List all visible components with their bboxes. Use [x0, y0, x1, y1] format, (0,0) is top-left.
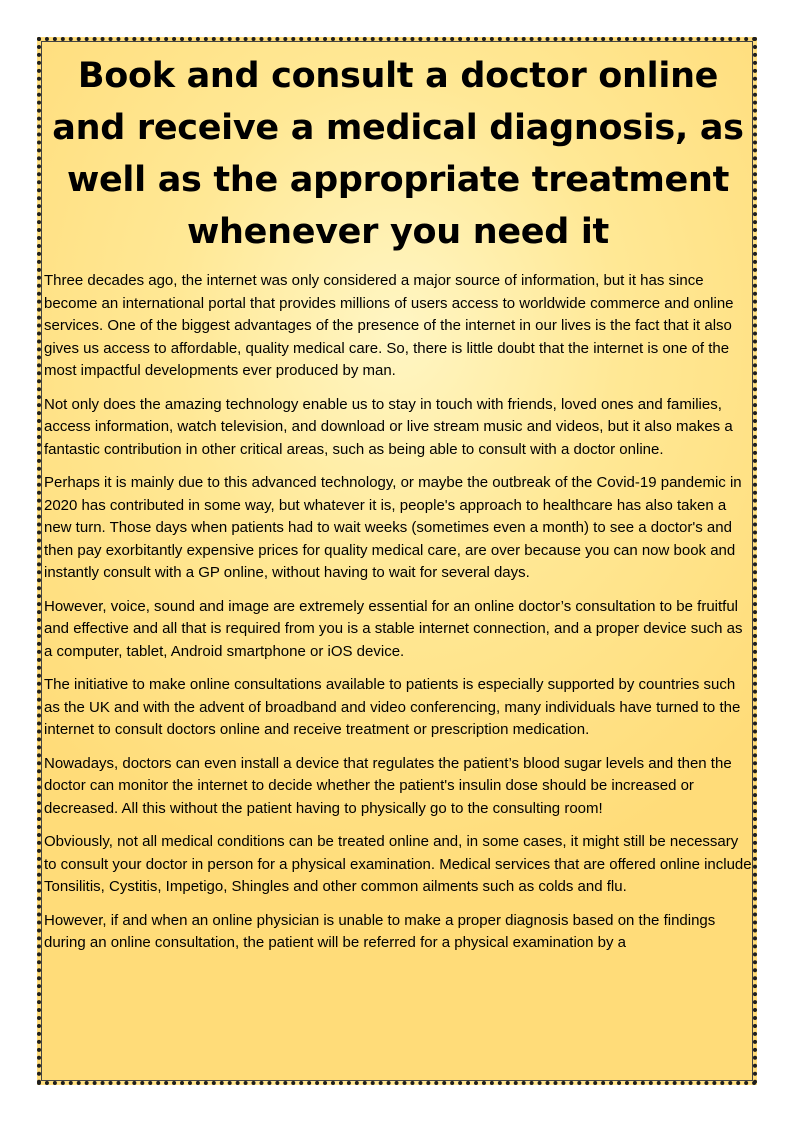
paragraph-6: Nowadays, doctors can even install a device that regulates the patient’s blood sugar levels and then the doctor can monitor the internet to decide whether the patient's insulin dose should be increased or decreased. All this without the patient having to physically go to the consulting room! [44, 754, 732, 817]
article-title: Book and consult a doctor online and receive a medical diagnosis, as well as the appropriate treatment whenever you need it [52, 56, 744, 252]
article-body [44, 50, 752, 966]
paragraph-5: The initiative to make online consultations available to patients is especially supported by countries such as the UK and with the advent of broadband and video conferencing, many individuals have turned to the internet to consult doctors online and receive treatment or prescription medication. [44, 676, 741, 738]
paragraph-2: Not only does the amazing technology enable us to stay in touch with friends, loved ones and families, access information, watch television, and download or live stream music and videos, but it also makes a fantastic contribution in other critical areas, such as being able to consult with a doctor online. [44, 395, 733, 458]
paragraph-1: Three decades ago, the internet was only considered a major source of information, but it has since become an international portal that provides millions of users access to worldwide commerce and online services. One of the biggest advantages of the presence of the internet in our lives is the fact that it also gives us access to affordable, quality medical care. So, there is little doubt that the internet is one of the most impactful developments ever produced by man. [44, 272, 734, 379]
paragraph-7: Obviously, not all medical conditions can be treated online and, in some cases, it might still be necessary to consult your doctor in person for a physical examination. Medical services that are offered online include Tonsilitis, Cystitis, Impetigo, Shingles and other common ailments such as colds and flu. [44, 833, 752, 895]
paragraph-8: However, if and when an online physician is unable to make a proper diagnosis based on the findings during an online consultation, the patient will be referred for a physical examination by a [44, 911, 716, 951]
paragraph-3: Perhaps it is mainly due to this advanced technology, or maybe the outbreak of the Covid-19 pandemic in 2020 has contributed in some way, but whatever it is, people's approach to healthcare has also taken a new turn. Those days when patients had to wait weeks (sometimes even a month) to see a doctor's and then pay exorbitantly expensive prices for quality medical care, are over because you can now book and instantly consult with a GP online, without having to wait for several days. [44, 474, 742, 581]
paragraph-4: However, voice, sound and image are extremely essential for an online doctor’s consultation to be fruitful and effective and all that is required from you is a stable internet connection, and a proper device such as a computer, tablet, Android smartphone or iOS device. [44, 597, 743, 660]
